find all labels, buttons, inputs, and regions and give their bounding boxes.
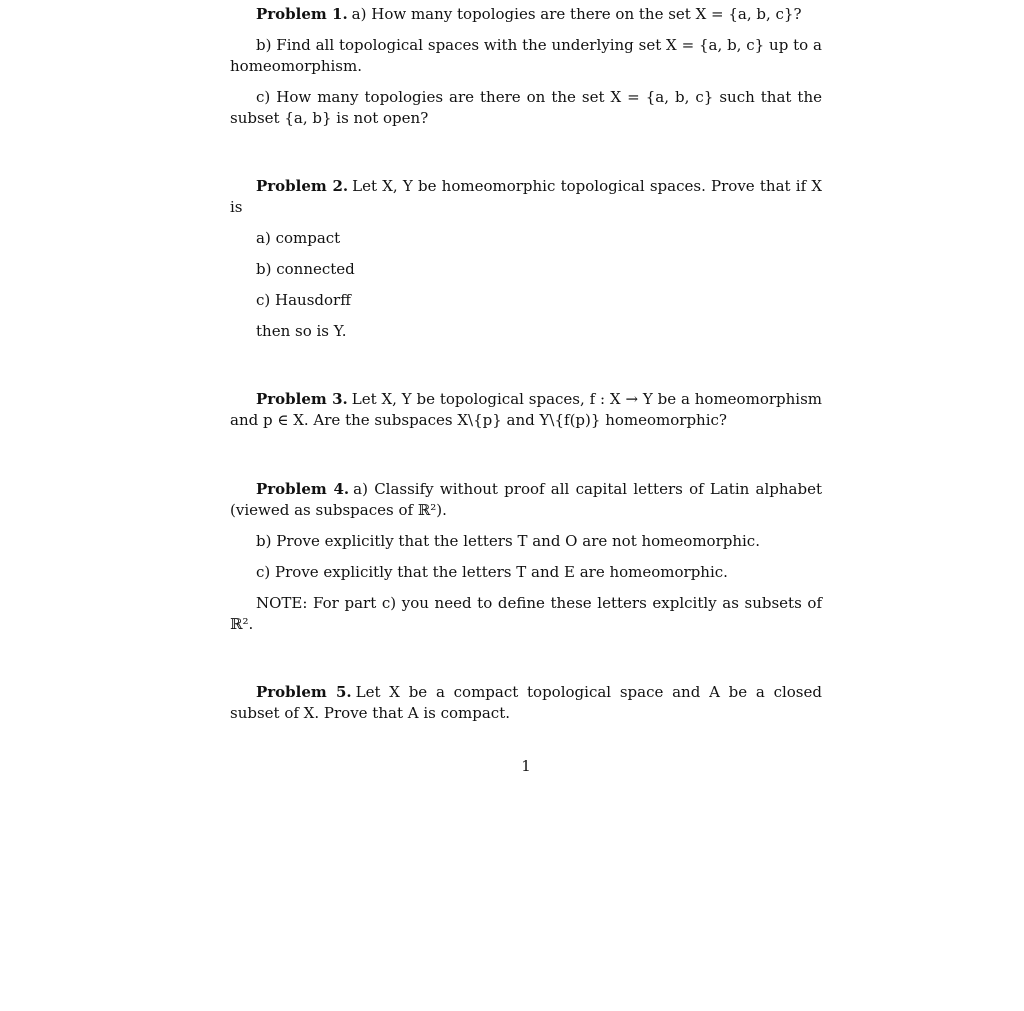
problem-2-title: Problem 2.	[256, 177, 349, 195]
problem-2-intro-text: Let X, Y be homeomorphic topological spaces. Prove that if X is	[230, 177, 823, 216]
problem-1-part-c: c) How many topologies are there on the set X = {a, b, c} such that the subset {a, b} is not open?	[230, 88, 822, 127]
problem-4-note: NOTE: For part c) you need to define these letters explcitly as subsets of ℝ².	[230, 594, 822, 633]
problem-1	[230, 4, 822, 139]
problem-2-item-c: c) Hausdorff	[256, 291, 351, 309]
problem-4-title: Problem 4.	[256, 480, 350, 498]
problem-5-intro-text: Let X be a compact topological space and A be a closed subset of X. Prove that A is compact.	[230, 683, 822, 722]
page-number: 1	[521, 757, 531, 775]
problem-4-part-b: b) Prove explicitly that the letters T and O are not homeomorphic.	[256, 532, 760, 550]
problem-1-title: Problem 1.	[256, 5, 348, 23]
problem-4-intro	[230, 479, 822, 521]
problem-4-part-c: c) Prove explicitly that the letters T and E are homeomorphic.	[256, 563, 728, 581]
problem-5-title: Problem 5.	[256, 683, 352, 701]
problem-5	[230, 682, 822, 734]
problem-1-intro-text: a) How many topologies are there on the set X = {a, b, c}?	[351, 5, 802, 23]
problem-5-intro	[230, 682, 822, 724]
problem-2-item-b: b) connected	[256, 260, 355, 278]
problem-3-intro-text: Let X, Y be topological spaces, f : X → Y be a homeomorphism and p ∈ X. Are the subspaces X\{p} and Y\{f(p)} homeomorphic?	[230, 390, 822, 429]
problem-2-conclusion: then so is Y.	[256, 322, 347, 340]
problem-2	[230, 176, 822, 352]
problem-2-intro	[230, 176, 822, 218]
problem-4	[230, 479, 822, 645]
problem-3	[230, 389, 822, 441]
problem-2-item-a: a) compact	[256, 229, 341, 247]
problem-1-part-b: b) Find all topological spaces with the underlying set X = {a, b, c} up to a homeomorphism.	[230, 36, 822, 75]
problem-4-intro-text: a) Classify without proof all capital letters of Latin alphabet (viewed as subspaces of ℝ²).	[230, 480, 822, 519]
problem-1-intro	[230, 4, 822, 25]
problem-3-intro	[230, 389, 822, 431]
problem-3-title: Problem 3.	[256, 390, 348, 408]
